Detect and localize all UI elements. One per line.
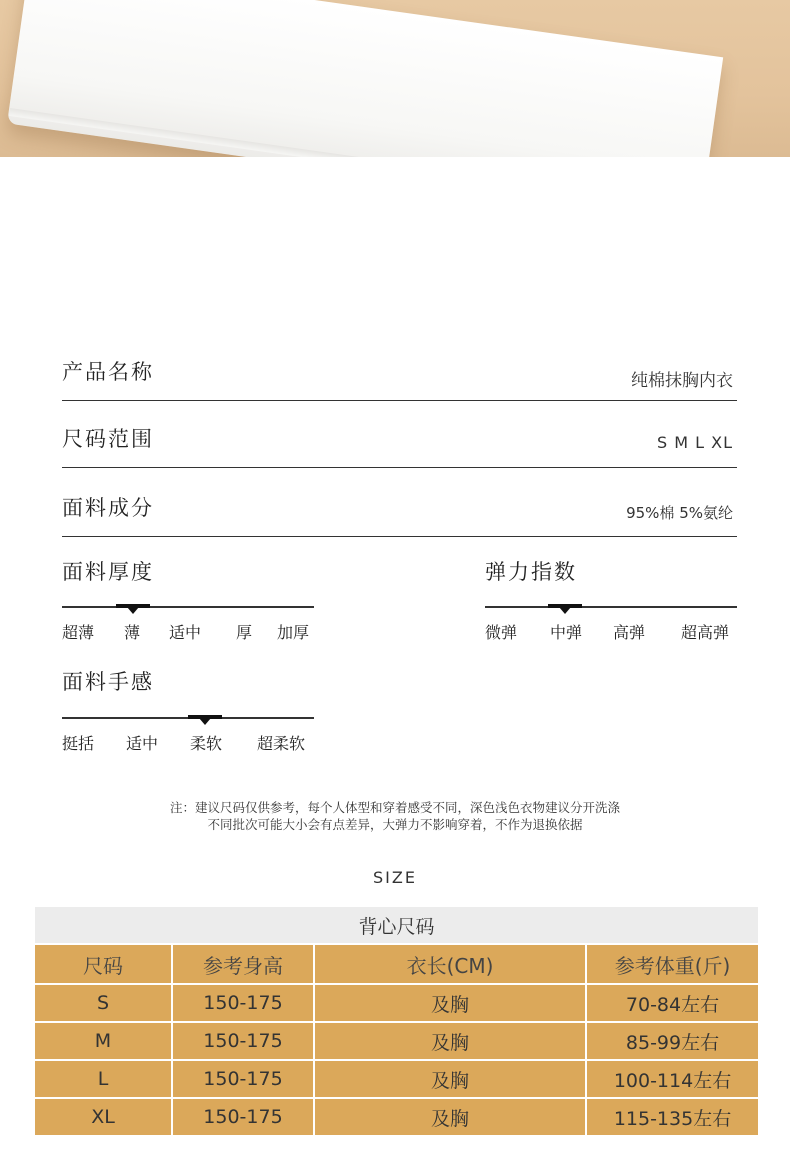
thickness-title: 面料厚度 <box>62 560 154 584</box>
divider <box>62 467 737 468</box>
column-header: 尺码 <box>34 944 172 984</box>
elasticity-option: 高弹 <box>613 623 646 642</box>
feel-title: 面料手感 <box>62 670 154 694</box>
table-cell: M <box>34 1022 172 1060</box>
note-line-1: 注：建议尺码仅供参考，每个人体型和穿着感受不同，深色浅色衣物建议分开洗涤 <box>169 800 620 815</box>
thickness-marker <box>116 604 150 608</box>
table-cell: 115-135左右 <box>586 1098 759 1136</box>
table-caption: 背心尺码 <box>34 906 759 944</box>
table-cell: 150-175 <box>172 1022 314 1060</box>
table-header-row <box>34 944 759 984</box>
table-cell: L <box>34 1060 172 1098</box>
elasticity-marker <box>548 604 582 608</box>
elasticity-title: 弹力指数 <box>485 560 577 584</box>
thickness-line <box>62 606 314 608</box>
elasticity-option: 中弹 <box>550 623 583 642</box>
elasticity-scale <box>485 556 737 646</box>
column-header: 衣长(CM) <box>314 944 586 984</box>
table-cell: 及胸 <box>314 1060 586 1098</box>
table-cell: 85-99左右 <box>586 1022 759 1060</box>
table-row <box>34 1060 759 1098</box>
thickness-option: 适中 <box>169 623 202 642</box>
feel-marker <box>188 715 222 719</box>
table-cell: 150-175 <box>172 1060 314 1098</box>
spec-value: S M L XL <box>656 433 733 452</box>
thickness-option: 厚 <box>236 623 253 642</box>
table-row <box>34 1022 759 1060</box>
feel-scale <box>62 666 314 756</box>
product-photo <box>0 0 790 157</box>
elasticity-line <box>485 606 737 608</box>
table-cell: 100-114左右 <box>586 1060 759 1098</box>
column-header: 参考身高 <box>172 944 314 984</box>
thickness-option: 加厚 <box>277 623 310 642</box>
feel-option: 适中 <box>126 734 159 753</box>
table-cell: 70-84左右 <box>586 984 759 1022</box>
note-line-2: 不同批次可能大小会有点差异，大弹力不影响穿着，不作为退换依据 <box>207 817 583 832</box>
fabric-image <box>7 0 723 157</box>
table-row <box>34 984 759 1022</box>
feel-option: 挺括 <box>62 734 95 753</box>
table-cell: 150-175 <box>172 984 314 1022</box>
elasticity-option: 微弹 <box>485 623 518 642</box>
table-cell: 及胸 <box>314 984 586 1022</box>
thickness-scale <box>62 556 314 646</box>
spec-label: 面料成分 <box>62 496 154 520</box>
table-row <box>34 1098 759 1136</box>
feel-option: 超柔软 <box>257 734 306 753</box>
table-cell: 及胸 <box>314 1098 586 1136</box>
size-table <box>33 905 760 1137</box>
table-cell: 及胸 <box>314 1022 586 1060</box>
table-cell: S <box>34 984 172 1022</box>
feel-option: 柔软 <box>190 734 223 753</box>
table-cell: XL <box>34 1098 172 1136</box>
column-header: 参考体重(斤) <box>586 944 759 984</box>
spec-label: 尺码范围 <box>62 427 154 451</box>
spec-label: 产品名称 <box>62 360 154 384</box>
table-caption-row <box>34 906 759 944</box>
divider <box>62 536 737 537</box>
elasticity-option: 超高弹 <box>681 623 730 642</box>
thickness-option: 超薄 <box>62 623 95 642</box>
size-heading: SIZE <box>373 868 417 887</box>
spec-value: 纯棉抹胸内衣 <box>631 371 733 391</box>
table-cell: 150-175 <box>172 1098 314 1136</box>
thickness-option: 薄 <box>124 623 141 642</box>
divider <box>62 400 737 401</box>
spec-value: 95%棉 5%氨纶 <box>626 504 733 522</box>
size-note <box>0 799 790 833</box>
